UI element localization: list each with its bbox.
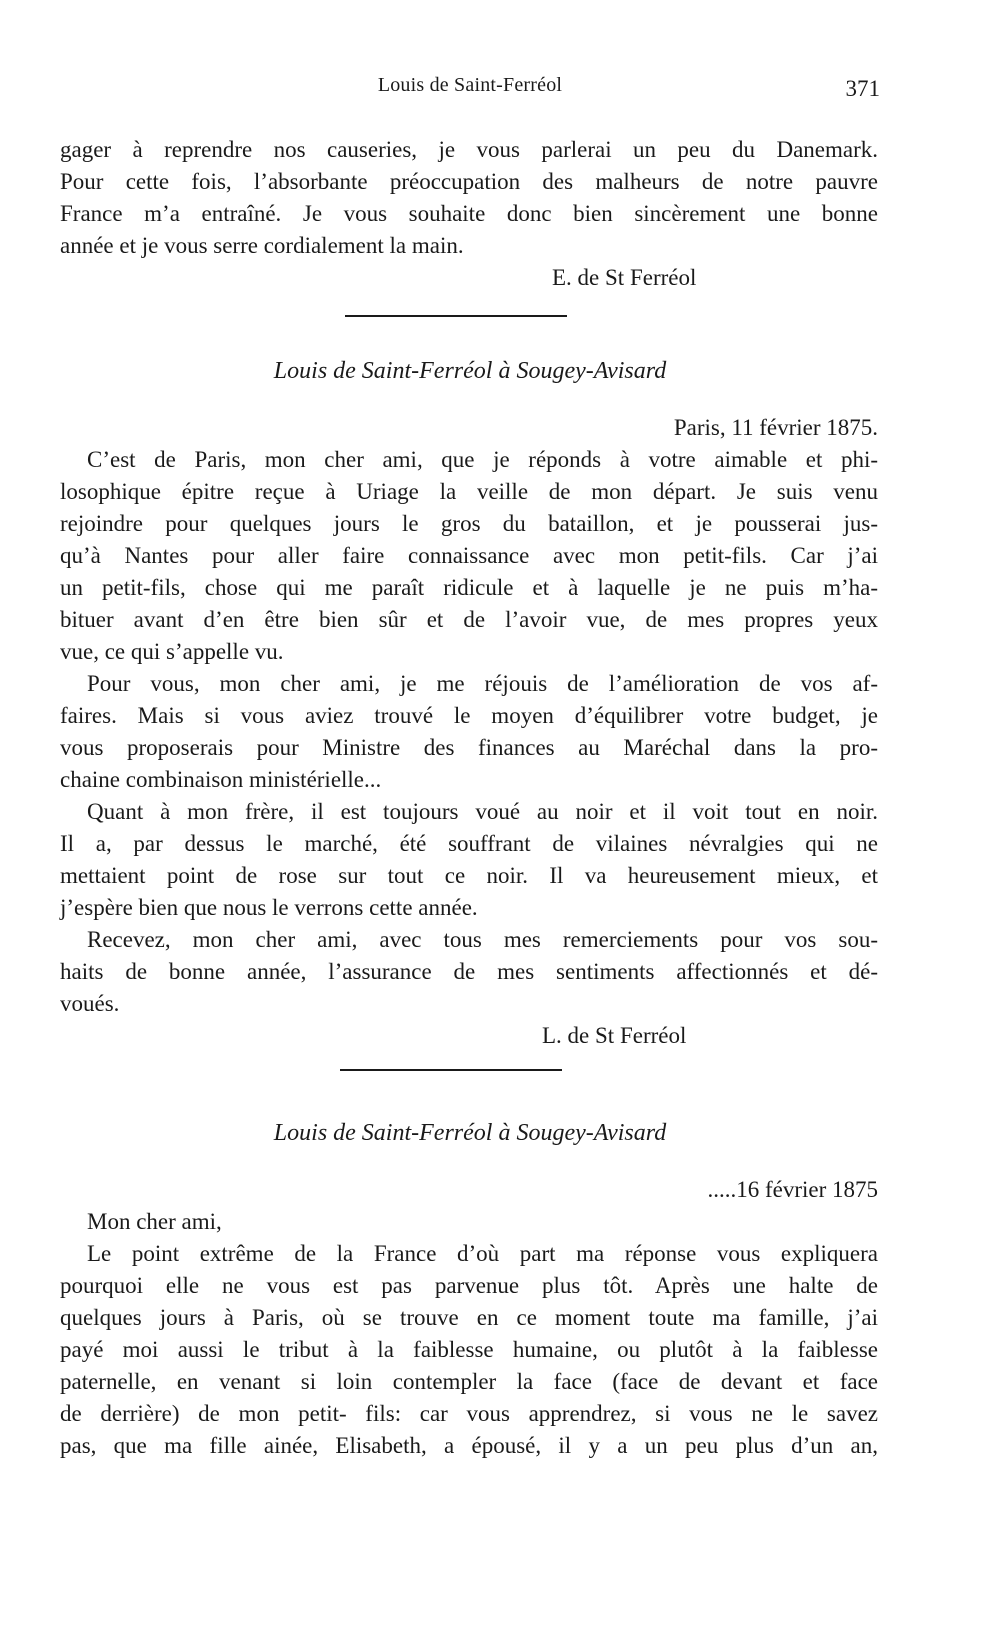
signature: E. de St Ferréol <box>552 265 697 290</box>
signature: L. de St Ferréol <box>542 1023 687 1048</box>
text-line: paternelle, en venant si loin contempler la face (face de devant et face <box>60 1369 878 1394</box>
letter-heading: Louis de Saint-Ferréol à Sougey-Avisard <box>273 1120 667 1146</box>
page-number: 371 <box>845 76 880 101</box>
text-line: Pour cette fois, l’absorbante préoccupation des malheurs de notre pauvre <box>60 169 878 194</box>
text-line: vue, ce qui s’appelle vu. <box>60 639 284 664</box>
text-line: Pour vous, mon cher ami, je me réjouis de l’amélioration de vos af- <box>87 671 878 696</box>
text-line: Le point extrême de la France d’où part ma réponse vous expliquera <box>87 1241 878 1266</box>
text-line: Recevez, mon cher ami, avec tous mes remerciements pour vos sou- <box>87 927 878 952</box>
text-line: France m’a entraîné. Je vous souhaite donc bien sincèrement une bonne <box>60 201 878 226</box>
section-divider <box>345 315 567 317</box>
running-head <box>60 74 880 104</box>
text-line: haits de bonne année, l’assurance de mes sentiments affectionnés et dé- <box>60 959 878 984</box>
text-line: qu’à Nantes pour aller faire connaissance avec mon petit-fils. Car j’ai <box>60 543 878 568</box>
salutation: Mon cher ami, <box>87 1209 222 1234</box>
previous-letter-ending <box>60 134 878 294</box>
letter-body <box>60 412 878 1052</box>
text-line: quelques jours à Paris, où se trouve en ce moment toute ma famille, j’ai <box>60 1305 878 1330</box>
running-title: Louis de Saint-Ferréol <box>377 74 563 96</box>
text-line: bituer avant d’en être bien sûr et de l’avoir vue, de mes propres yeux <box>60 607 878 632</box>
text-line: j’espère bien que nous le verrons cette année. <box>60 895 478 920</box>
text-line: gager à reprendre nos causeries, je vous parlerai un peu du Danemark. <box>60 137 878 162</box>
text-line: losophique épitre reçue à Uriage la veille de mon départ. Je suis venu <box>60 479 878 504</box>
text-line: pas, que ma fille ainée, Elisabeth, a épousé, il y a un peu plus d’un an, <box>60 1433 878 1458</box>
letter-body <box>60 1174 878 1462</box>
text-line: mettaient point de rose sur tout ce noir. Il va heureusement mieux, et <box>60 863 878 888</box>
text-line: année et je vous serre cordialement la main. <box>60 233 464 258</box>
text-line: un petit-fils, chose qui me paraît ridicule et à laquelle je ne puis m’ha- <box>60 575 878 600</box>
text-line: Il a, par dessus le marché, été souffrant de vilaines névralgies qui ne <box>60 831 878 856</box>
section-divider <box>340 1069 562 1071</box>
text-line: payé moi aussi le tribut à la faiblesse humaine, ou plutôt à la faiblesse <box>60 1337 878 1362</box>
text-line: voués. <box>60 991 120 1016</box>
text-line: de derrière) de mon petit- fils: car vous apprendrez, si vous ne le savez <box>60 1401 878 1426</box>
text-line: C’est de Paris, mon cher ami, que je réponds à votre aimable et phi- <box>87 447 878 472</box>
text-line: vous proposerais pour Ministre des finances au Maréchal dans la pro- <box>60 735 878 760</box>
dateline: Paris, 11 février 1875. <box>673 415 878 440</box>
text-line: rejoindre pour quelques jours le gros du bataillon, et je pousserai jus- <box>60 511 878 536</box>
letter-heading: Louis de Saint-Ferréol à Sougey-Avisard <box>273 358 667 384</box>
text-line: faires. Mais si vous aviez trouvé le moyen d’équilibrer votre budget, je <box>60 703 878 728</box>
text-line: pourquoi elle ne vous est pas parvenue plus tôt. Après une halte de <box>60 1273 878 1298</box>
dateline: .....16 février 1875 <box>707 1177 878 1202</box>
text-line: chaine combinaison ministérielle... <box>60 767 382 792</box>
text-line: Quant à mon frère, il est toujours voué au noir et il voit tout en noir. <box>87 799 878 824</box>
